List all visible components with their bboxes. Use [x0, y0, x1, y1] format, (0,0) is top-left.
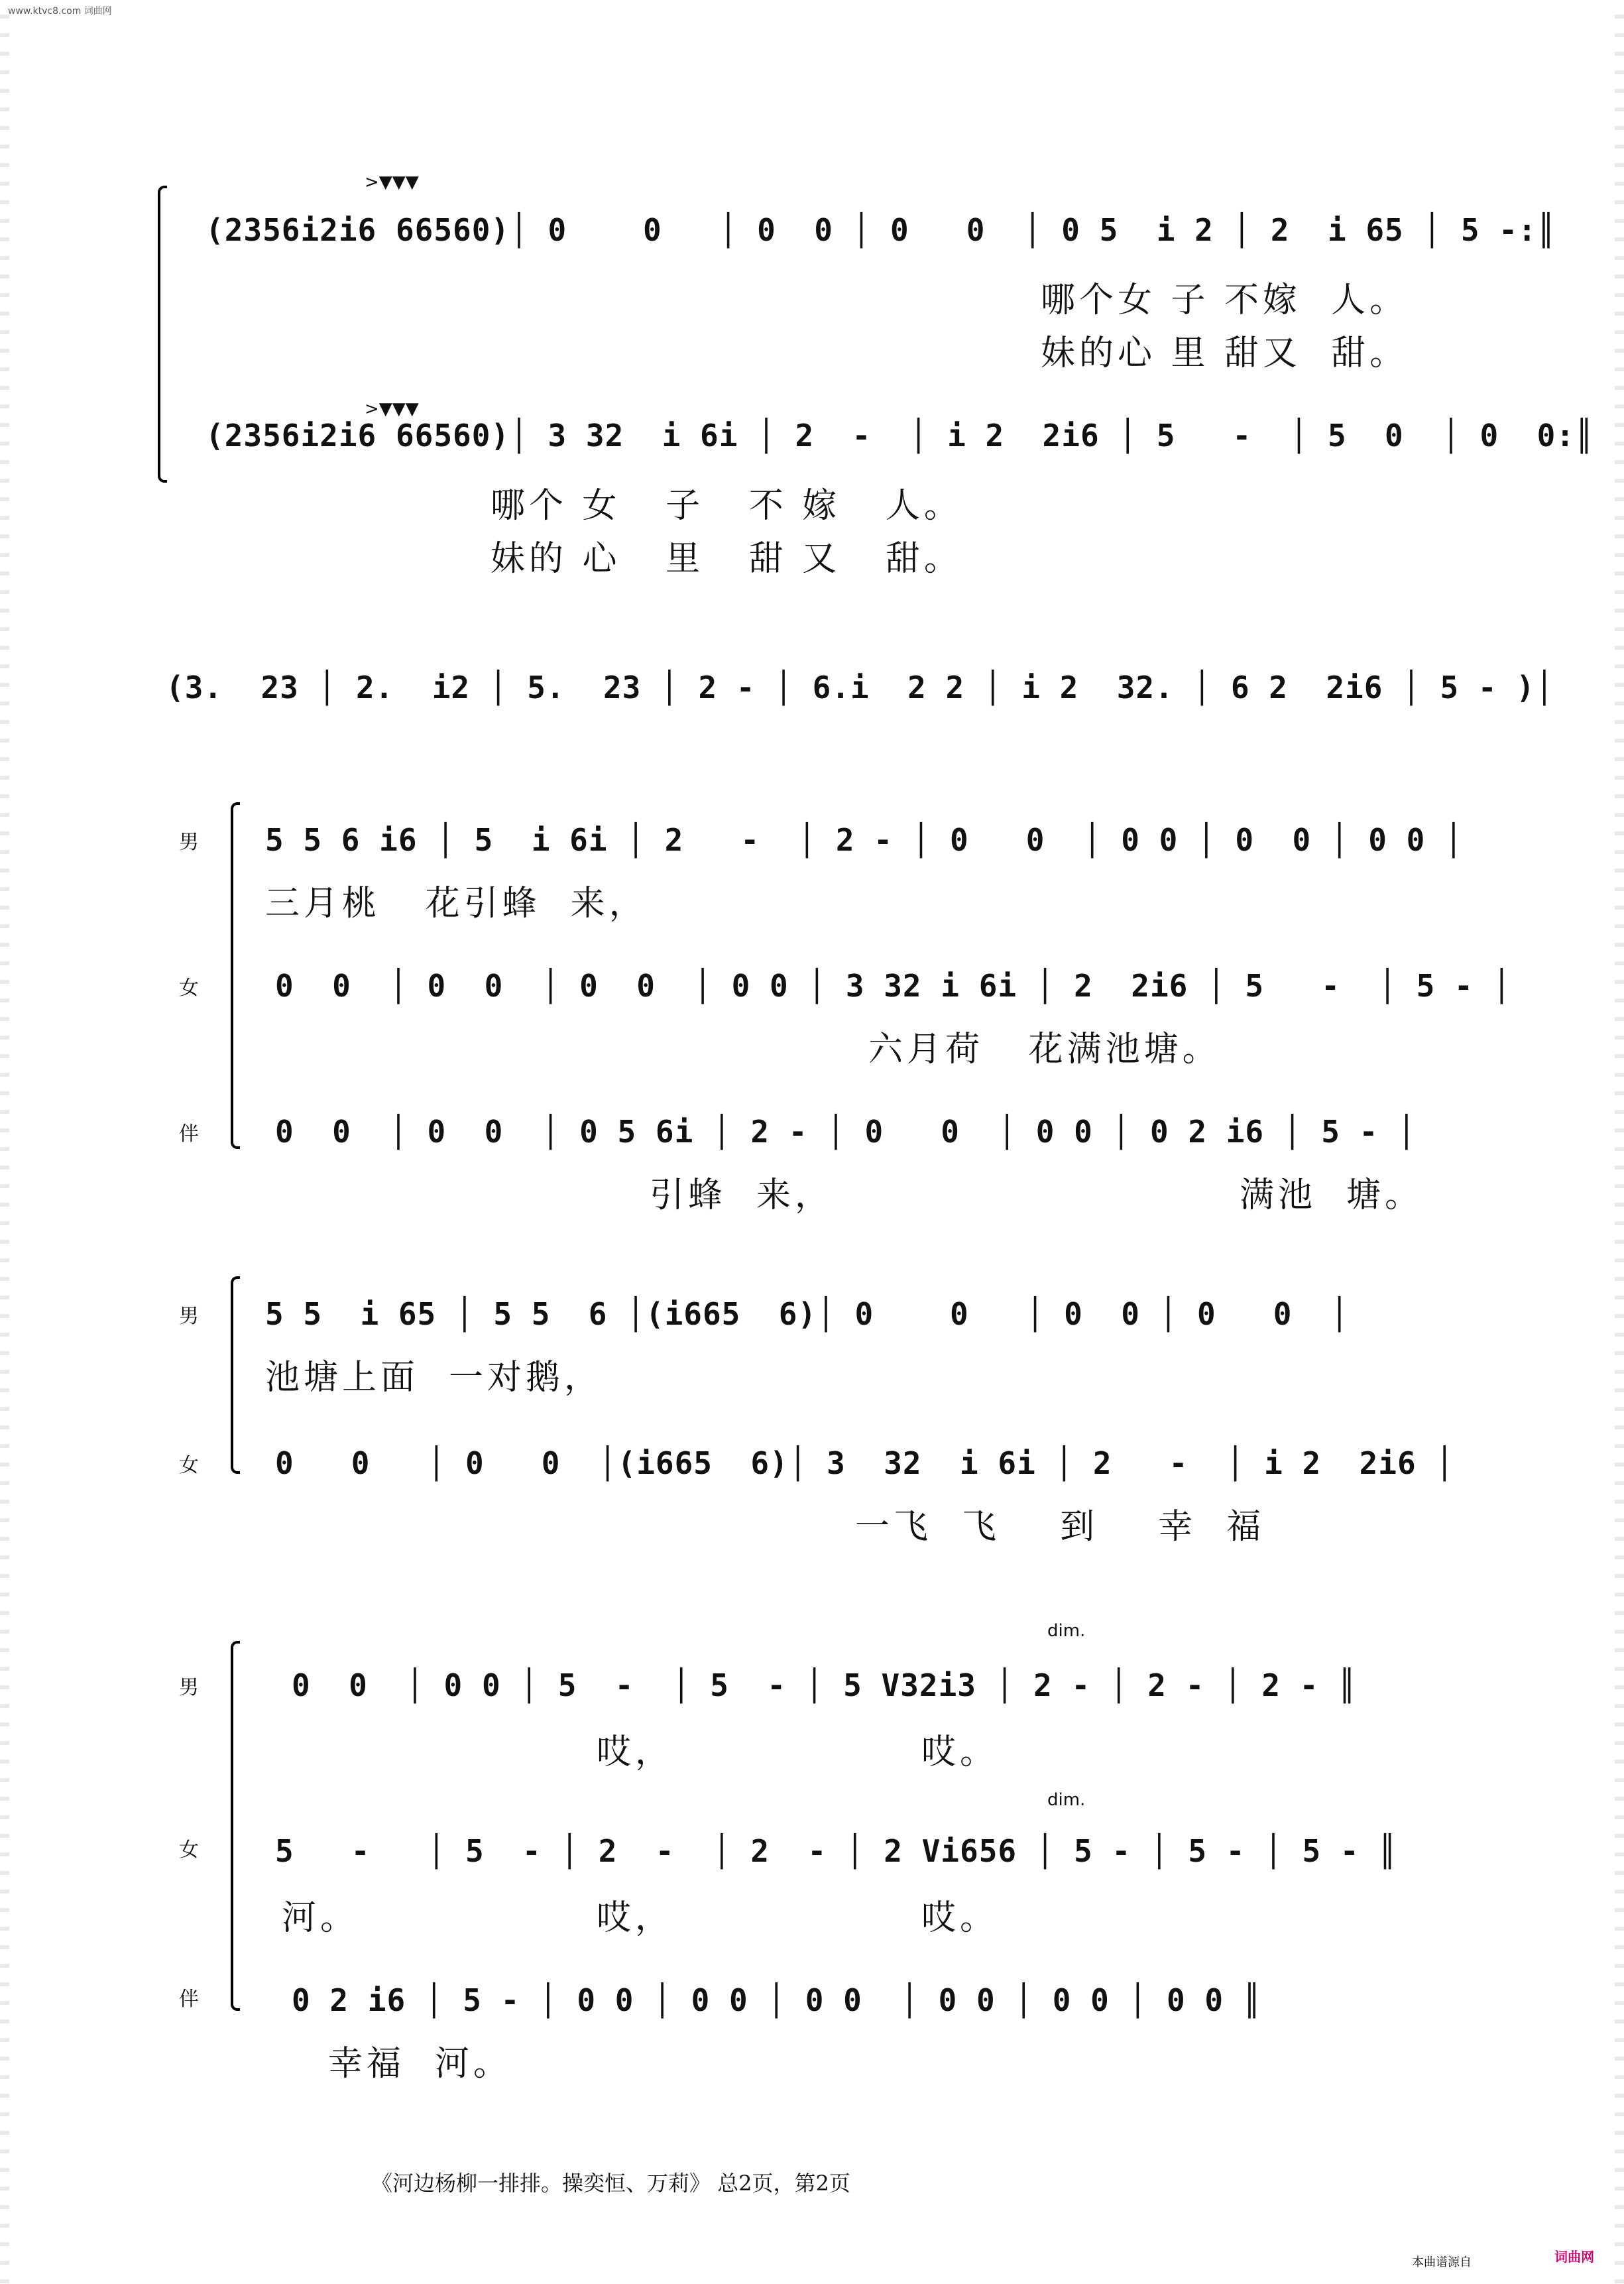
site-logo: 词曲网 — [1554, 2249, 1594, 2265]
lyric-accomp-1: 引蜂 来， — [650, 1175, 834, 1215]
voice-label-accomp: 伴 — [179, 1988, 199, 2011]
lyric-accomp-2: 满池 塘。 — [1240, 1175, 1424, 1215]
voice-label-female: 女 — [179, 1838, 199, 1862]
notes-accomp: 0 2 i6 │ 5 - │ 0 0 │ 0 0 │ 0 0 │ 0 0 │ 0 0 │ 0 0 ║ — [292, 1982, 1262, 2018]
lyric-female-3: 哎。 — [921, 1898, 999, 1938]
lyric-male-2: 哎。 — [921, 1732, 999, 1772]
voice-label-female: 女 — [179, 1454, 199, 1477]
left-margin-strip — [0, 0, 9, 2284]
lyric-voice-2-verse-1: 哪个 女 子 不 嫁 人。 — [491, 486, 962, 526]
notes-male: 5 5 6 i6 │ 5 i 6i │ 2 - │ 2 - │ 0 0 │ 0 0 │ 0 0 │ 0 0 │ — [265, 822, 1464, 858]
voice-label-male: 男 — [179, 831, 199, 854]
accent-marks: >▼▼▼ — [365, 399, 419, 419]
lyric-female-2: 哎， — [597, 1898, 674, 1938]
notes-female: 0 0 │ 0 0 │(i665 6)│ 3 32 i 6i │ 2 - │ i 2 2i6 │ — [275, 1445, 1455, 1481]
voice-label-male: 男 — [179, 1305, 199, 1328]
lyric-female: 六月荷 花满池塘。 — [868, 1030, 1221, 1069]
notes-male: 5 5 i 65 │ 5 5 6 │(i665 6)│ 0 0 │ 0 0 │ 0 0 │ — [265, 1296, 1350, 1332]
right-margin-strip — [1615, 0, 1624, 2284]
lyric-female-1: 河。 — [282, 1898, 359, 1938]
system-brace — [158, 186, 167, 483]
notes-voice-1: (2356i2i6 66560)│ 0 0 │ 0 0 │ 0 0 │ 0 5 i 2 │ 2 i 65 │ 5 -:║ — [205, 212, 1556, 248]
site-header: www.ktvc8.com 词曲网 — [8, 6, 112, 17]
system-brace — [231, 1641, 240, 2011]
voice-label-female: 女 — [179, 977, 199, 1000]
notes-voice-2: (2356i2i6 66560)│ 3 32 i 6i │ 2 - │ i 2 2i6 │ 5 - │ 5 0 │ 0 0:║ — [205, 418, 1594, 453]
voice-label-male: 男 — [179, 1676, 199, 1699]
notes-female: 5 - │ 5 - │ 2 - │ 2 - │ 2 Vi656 │ 5 - │ 5 - │ 5 - ║ — [275, 1833, 1397, 1869]
source-text: 本曲谱源自 — [1412, 2255, 1472, 2269]
system-brace — [231, 1276, 240, 1474]
notes-accomp: 0 0 │ 0 0 │ 0 5 6i │ 2 - │ 0 0 │ 0 0 │ 0 2 i6 │ 5 - │ — [275, 1114, 1417, 1150]
lyric-voice-2-verse-2: 妹的 心 里 甜 又 甜。 — [491, 539, 962, 579]
notes-female: 0 0 │ 0 0 │ 0 0 │ 0 0 │ 3 32 i 6i │ 2 2i6 │ 5 - │ 5 - │ — [275, 968, 1512, 1004]
lyric-female: 一飞 飞 到 幸 福 — [855, 1507, 1265, 1547]
page-footer: 《河边杨柳一排排。操奕恒、万莉》 总2页，第2页 — [371, 2171, 850, 2196]
lyric-voice-1-verse-1: 哪个女 子 不嫁 人。 — [1041, 280, 1409, 320]
system-brace — [231, 802, 240, 1149]
accent-marks: >▼▼▼ — [365, 172, 419, 192]
lyric-male: 三月桃 花引蜂 来， — [265, 884, 648, 924]
dim-marking: dim. — [1047, 1790, 1086, 1810]
lyric-male-1: 哎， — [597, 1732, 674, 1772]
lyric-accomp: 幸福 河。 — [328, 2044, 512, 2084]
dim-marking: dim. — [1047, 1621, 1086, 1641]
notes-interlude: (3. 23 │ 2. i2 │ 5. 23 │ 2 - │ 6.i 2 2 │ i 2 32. │ 6 2 2i6 │ 5 - )│ — [166, 670, 1554, 705]
voice-label-accomp: 伴 — [179, 1122, 199, 1146]
lyric-male: 池塘上面 一对鹅， — [265, 1358, 603, 1398]
notes-male: 0 0 │ 0 0 │ 5 - │ 5 - │ 5 V32i3 │ 2 - │ 2 - │ 2 - ║ — [292, 1667, 1357, 1703]
lyric-voice-1-verse-2: 妹的心 里 甜又 甜。 — [1041, 333, 1409, 373]
